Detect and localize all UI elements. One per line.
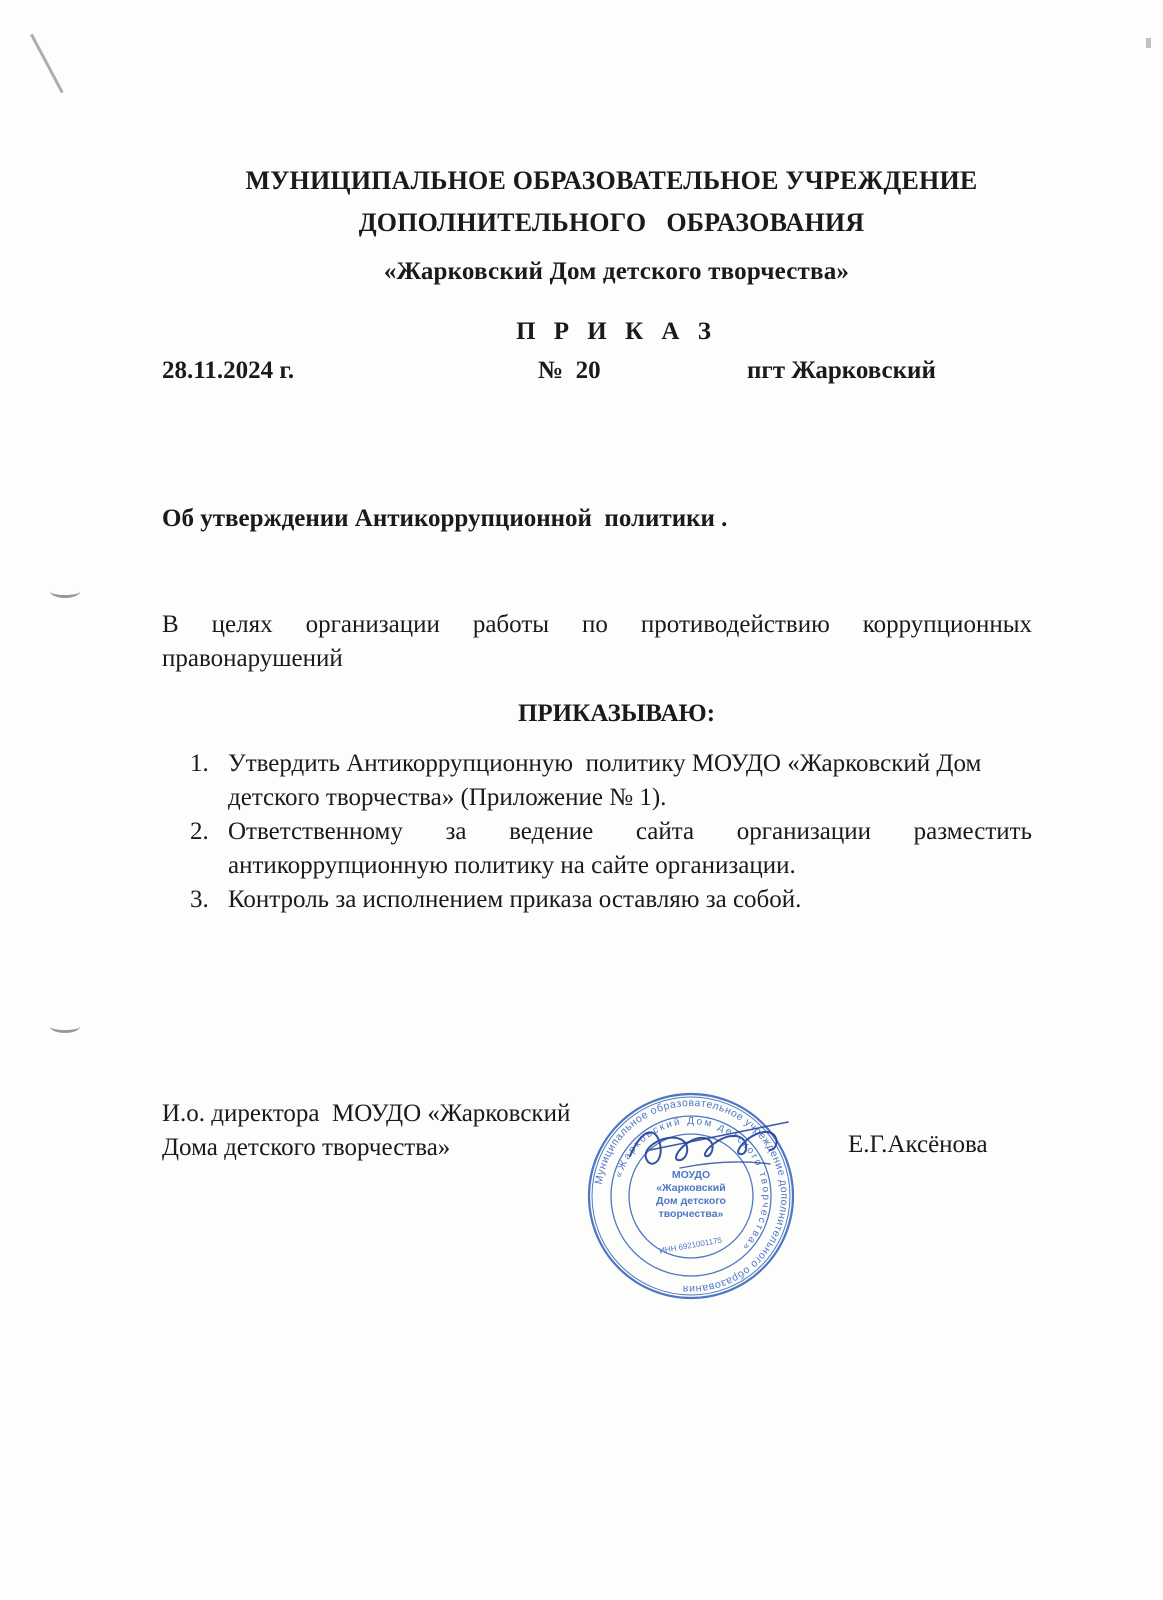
seal-inn: ИНН 6921001175 xyxy=(658,1235,723,1256)
order-purpose xyxy=(162,608,1032,676)
punch-hole-mark xyxy=(50,1020,80,1033)
punch-hole-mark xyxy=(50,585,80,598)
seal-center-line1: МОУДО xyxy=(671,1169,711,1181)
order-date: 28.11.2024 г. xyxy=(162,357,295,384)
order-word: ПРИКАЗЫВАЮ: xyxy=(517,700,716,727)
org-name-line1: МУНИЦИПАЛЬНОЕ ОБРАЗОВАТЕЛЬНОЕ УЧРЕЖДЕНИЕ xyxy=(245,166,978,195)
list-item-number: 1. xyxy=(190,750,209,777)
list-item-number: 3. xyxy=(190,886,209,913)
purpose-line1: В целях организации работы по противодействию коррупционных xyxy=(162,611,1032,638)
list-item xyxy=(162,815,1032,883)
org-name-line3: «Жарковский Дом детского творчества» xyxy=(383,258,850,285)
list-item-line2: детского творчества» (Приложение № 1). xyxy=(228,784,667,811)
org-name-line2: ДОПОЛНИТЕЛЬНОГО ОБРАЗОВАНИЯ xyxy=(358,208,865,237)
seal-inner-text: «Жарковский Дом детского творчества» xyxy=(613,1115,772,1254)
document-type-title: П Р И К А З xyxy=(516,318,717,345)
signatory-name: Е.Г.Аксёнова xyxy=(848,1131,988,1158)
list-item-number: 2. xyxy=(190,818,209,845)
order-items-list xyxy=(162,747,1032,917)
seal-center-line2: «Жарковский xyxy=(656,1182,726,1194)
order-number: № 20 xyxy=(538,357,601,384)
list-item-line1: Контроль за исполнением приказа оставляю за собой. xyxy=(228,886,802,913)
list-item-line1: Ответственному за ведение сайта организации разместить xyxy=(228,818,1032,845)
list-item xyxy=(162,747,1032,815)
order-subject: Об утверждении Антикоррупционной политики . xyxy=(162,505,728,532)
list-item-line2: антикоррупционную политику на сайте организации. xyxy=(228,852,796,879)
scan-artifact-corner xyxy=(1146,38,1151,48)
signatory-position-line2: Дома детского творчества» xyxy=(162,1134,451,1161)
list-item xyxy=(162,883,1032,917)
seal-center-line3: Дом детского xyxy=(656,1195,726,1207)
signatory-position xyxy=(162,1097,570,1165)
order-place: пгт Жарковский xyxy=(747,357,936,384)
signatory-position-line1: И.о. директора МОУДО «Жарковский xyxy=(162,1100,571,1127)
seal-outer-text: Муниципальное образовательное учреждение дополнительного образования xyxy=(592,1096,791,1296)
handwritten-signature xyxy=(620,1110,800,1190)
list-item-line1: Утвердить Антикоррупционную политику МОУДО «Жарковский Дом xyxy=(228,750,982,777)
purpose-line2: правонарушений xyxy=(162,645,343,672)
seal-center-line4: творчества» xyxy=(658,1208,724,1220)
scan-artifact-mark xyxy=(30,34,64,94)
